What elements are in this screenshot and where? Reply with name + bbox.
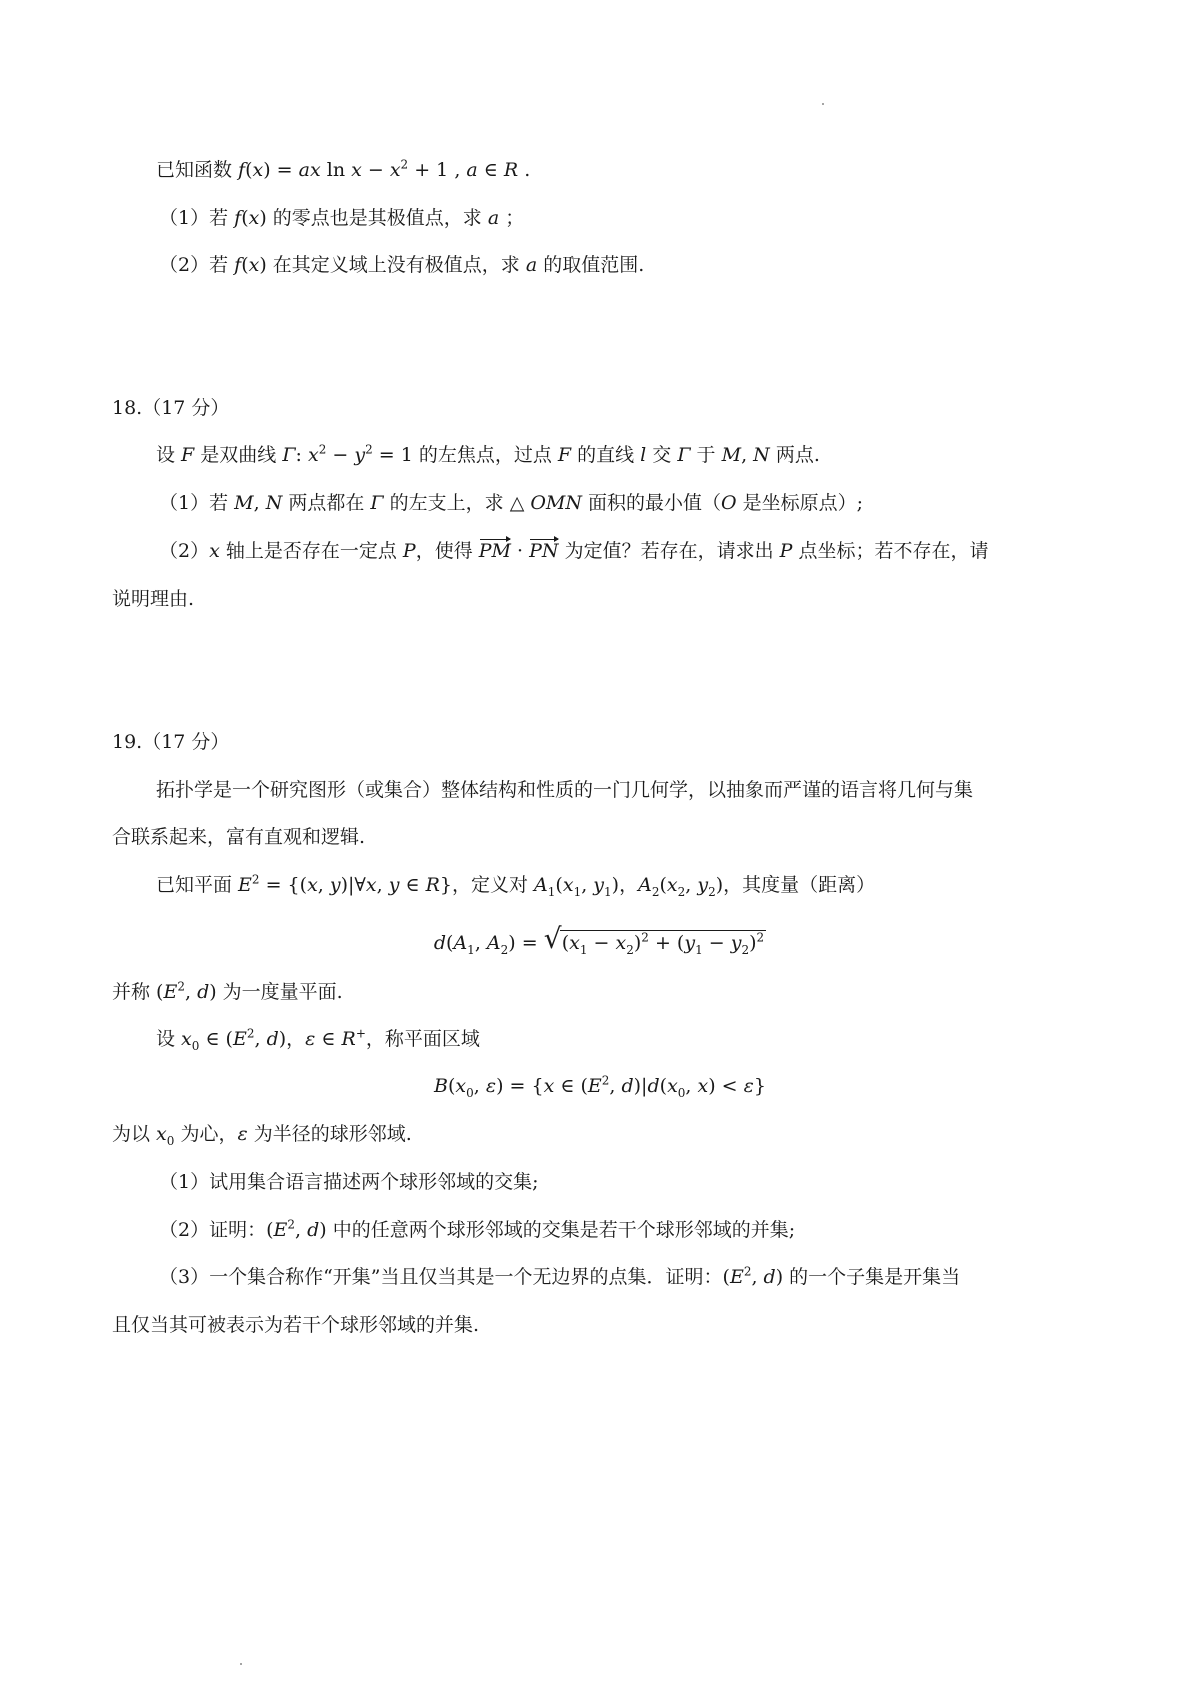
q19-part2: （2）证明：($E^2$, d) 中的任意两个球形邻域的交集是若干个球形邻域的并集; — [159, 1217, 796, 1241]
distance-formula: $d(A_1$, $A_2$) = √ $(x_1 - x_2)^2 + (y_1 - y_2)^2$ — [433, 922, 765, 957]
q18-part1: （1）若 M, N 两点都在 Γ 的左支上，求 △ OMN 面积的最小值（O 是坐标原点）; — [159, 492, 864, 514]
q19-heading: 19.（17 分） — [112, 731, 230, 753]
q19-metric-plane: 并称 ($E^2$, d) 为一度量平面. — [112, 979, 343, 1003]
q17-part2: （2）若 f(x) 在其定义域上没有极值点，求 a 的取值范围. — [159, 254, 645, 276]
q19-part3-line2: 且仅当其可被表示为若干个球形邻域的并集. — [112, 1314, 480, 1336]
q18-stem: 设 F 是双曲线 Γ: $x^2 - y^2 = 1$ 的左焦点，过点 F 的直线 l 交 Γ 于 M, N 两点. — [156, 442, 820, 466]
q18-part2-line2: 说明理由. — [112, 588, 195, 610]
q19-definition: 已知平面 $E^2 = \{(x$, y)|∀x, y ∈ R}，定义对 $A_1(x_1$, $y_1$)，$A_2(x_2$, $y_2$)，其度量（距离） — [156, 872, 876, 899]
scan-speck — [240, 1663, 242, 1665]
q17-stem: 已知函数 f(x) = ax $\ln x - x^2 + 1$ , a ∈ R . — [156, 157, 531, 181]
q18-part2-line1: （2）x 轴上是否存在一定点 P，使得 PM · PN 为定值？若存在，请求出 P 点坐标；若不存在，请 — [159, 540, 989, 562]
q19-ball-name: 为以 $x_0$ 为心，ε 为半径的球形邻域. — [112, 1123, 412, 1148]
q19-part3-line1: （3）一个集合称作“开集”当且仅当其是一个无边界的点集．证明：($E^2$, d) 的一个子集是开集当 — [159, 1264, 961, 1288]
q17-part1: （1）若 f(x) 的零点也是其极值点，求 a ； — [159, 207, 525, 229]
q19-intro-line2: 合联系起来，富有直观和逻辑. — [112, 826, 366, 848]
ball-formula: $B(x_0$, ε) = {x ∈ ($E^2$, $d)|d(x_0$, x) < ε} — [434, 1073, 766, 1100]
q18-heading: 18.（17 分） — [112, 397, 230, 419]
q19-intro-line1: 拓扑学是一个研究图形（或集合）整体结构和性质的一门几何学，以抽象而严谨的语言将几何与集 — [156, 779, 974, 801]
q19-part1: （1）试用集合语言描述两个球形邻域的交集; — [159, 1171, 539, 1193]
scan-speck — [822, 103, 824, 105]
q19-ball-definition: 设 $x_0$ ∈ ($E^2$, d)，ε ∈ R+，称平面区域 — [156, 1026, 480, 1053]
